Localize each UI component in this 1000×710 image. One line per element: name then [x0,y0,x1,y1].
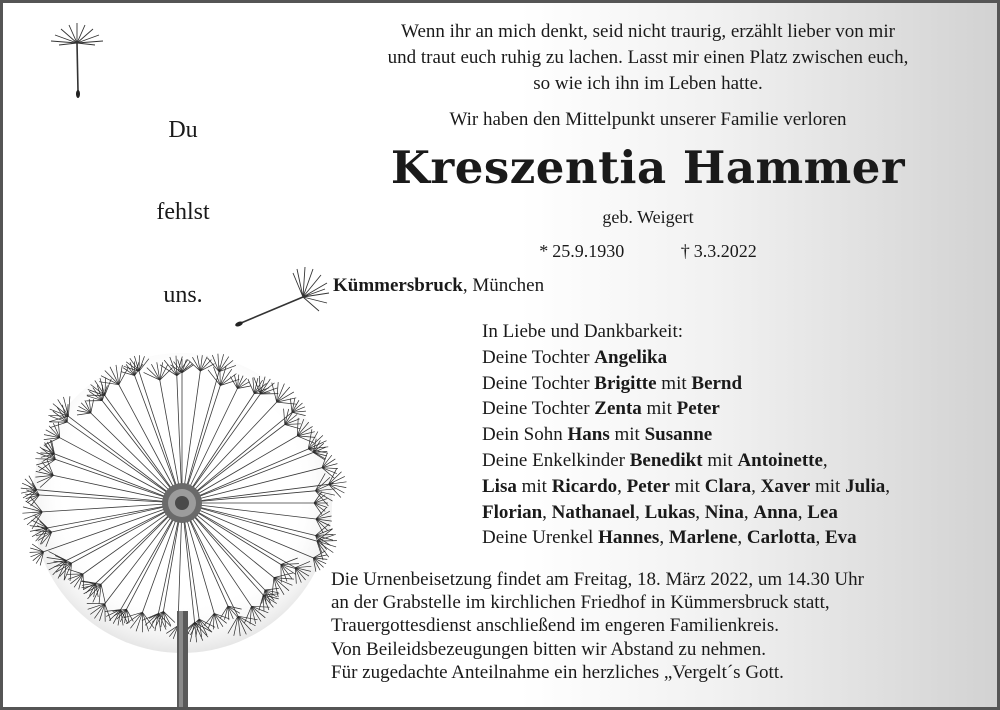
quote-line: Wenn ihr an mich denkt, seid nicht traurig, erzählt lieber von mir [401,21,895,42]
funeral-details [331,568,864,684]
mourner-line: In Liebe und Dankbarkeit: [482,321,684,342]
funeral-line: Von Beileidsbezeugungen bitten wir Abstand zu nehmen. [331,638,766,660]
dandelion-illustration [17,353,352,710]
funeral-line: an der Grabstelle im kirchlichen Friedhof in Kümmersbruck statt, [331,592,830,614]
side-word: uns. [163,282,203,308]
death-date: † 3.3.2022 [680,241,757,261]
location [333,273,544,299]
funeral-line: Trauergottesdienst anschließend im engeren Familienkreis. [331,615,779,637]
mourner-line: Lisa mit Ricardo, Peter mit Clara, Xaver mit Julia, [482,475,890,497]
dandelion-seed-icon [47,19,109,103]
mourners-list [482,319,890,551]
side-word: Du [168,117,198,143]
mourner-line: Florian, Nathanael, Lukas, Nina, Anna, Lea [482,501,838,523]
quote-text [303,19,993,97]
mourner-line: Deine Urenkel Hannes, Marlene, Carlotta, Eva [482,527,857,549]
funeral-line: Die Urnenbeisetzung findet am Freitag, 18. März 2022, um 14.30 Uhr [331,569,864,590]
life-dates [303,239,993,263]
mourner-line: Deine Enkelkinder Benedikt mit Antoinette, [482,449,828,471]
location-secondary: , München [462,275,545,296]
birth-date: * 25.9.1930 [539,241,625,261]
intro-line: Wir haben den Mittelpunkt unserer Familie verloren [449,109,847,130]
funeral-line: Für zugedachte Anteilnahme ein herzliches „Vergelt´s Gott. [331,661,784,683]
birth-name: geb. Weigert [602,207,694,227]
mourner-line: Dein Sohn Hans mit Susanne [482,424,713,446]
deceased-name: Kreszentia Hammer [390,141,906,194]
mourner-line: Deine Tochter Angelika [482,346,668,368]
mourner-line: Deine Tochter Brigitte mit Bernd [482,372,743,394]
quote-line: und traut euch ruhig zu lachen. Lasst mir einen Platz zwischen euch, [387,47,909,68]
mourner-line: Deine Tochter Zenta mit Peter [482,398,720,420]
quote-line: so wie ich ihn im Leben hatte. [533,73,763,94]
location-primary: Kümmersbruck [333,275,463,296]
birth-star-icon: * [539,241,549,261]
cross-icon: † [680,241,690,261]
side-word: fehlst [156,199,210,225]
